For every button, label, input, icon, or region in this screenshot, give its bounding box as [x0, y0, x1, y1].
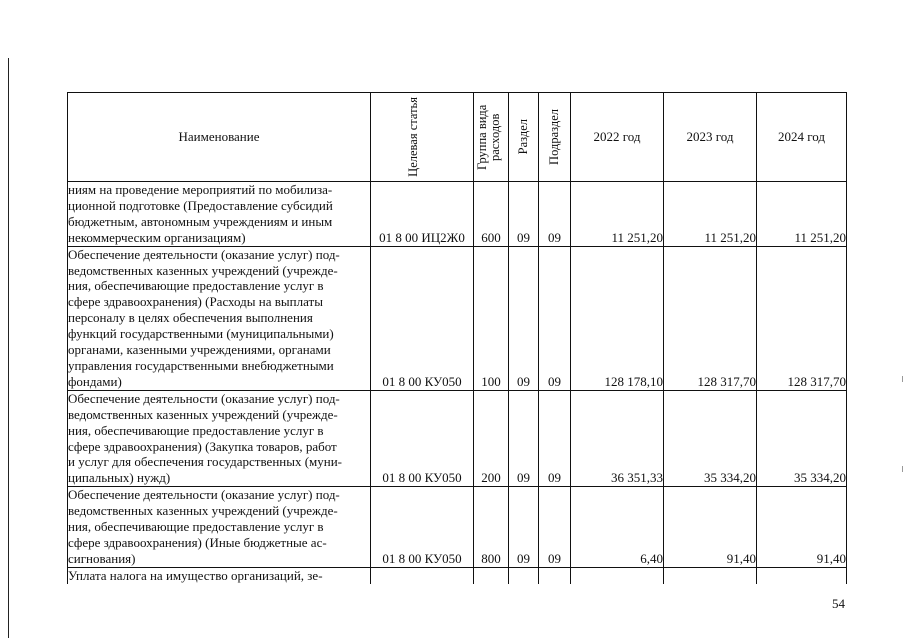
row-group: 800 — [474, 487, 509, 568]
row-2023: 91,40 — [664, 487, 757, 568]
row-subsection: 09 — [539, 390, 571, 486]
empty-cell — [509, 567, 539, 583]
row-2022: 36 351,33 — [571, 390, 664, 486]
header-2023: 2023 год — [664, 93, 757, 182]
row-name-cell — [68, 182, 371, 247]
table-row — [68, 390, 847, 486]
row-2024: 11 251,20 — [757, 182, 847, 247]
row-2023: 11 251,20 — [664, 182, 757, 247]
budget-table — [67, 92, 847, 584]
continuation-text: Уплата налога на имущество организаций, зе- — [68, 567, 371, 583]
name-line: ния, обеспечивающие предоставление услуг в — [68, 422, 324, 438]
name-line: сфере здравоохранения) (Закупка товаров, работ — [68, 438, 337, 454]
page-number: 54 — [832, 596, 845, 611]
name-line: ния, обеспечивающие предоставление услуг в — [68, 519, 324, 535]
row-target: 01 8 00 КУ050 — [371, 487, 474, 568]
name-line: фондами) — [68, 373, 122, 389]
row-section: 09 — [509, 390, 539, 486]
name-line: Обеспечение деятельности (оказание услуг) под- — [68, 390, 340, 406]
row-2023: 128 317,70 — [664, 246, 757, 390]
empty-cell — [664, 567, 757, 583]
name-line: сфере здравоохранения) (Иные бюджетные ас- — [68, 534, 327, 550]
table-header-row — [68, 93, 847, 182]
row-section: 09 — [509, 182, 539, 247]
name-line: функций государственными (муниципальными) — [68, 326, 334, 342]
name-line: Обеспечение деятельности (оказание услуг) под- — [68, 246, 340, 262]
table-row — [68, 182, 847, 247]
name-line: ния, обеспечивающие предоставление услуг в — [68, 278, 324, 294]
name-line: управления государственными внебюджетными — [68, 357, 334, 373]
name-line: сигнования) — [68, 550, 136, 566]
row-name-cell — [68, 246, 371, 390]
header-2024: 2024 год — [757, 93, 847, 182]
empty-cell — [474, 567, 509, 583]
name-line: Обеспечение деятельности (оказание услуг) под- — [68, 487, 340, 503]
empty-cell — [571, 567, 664, 583]
name-line: некоммерческим организациям) — [68, 229, 246, 245]
row-subsection: 09 — [539, 246, 571, 390]
header-section: Раздел — [509, 93, 539, 182]
header-subsection: Подраздел — [539, 93, 571, 182]
table-row — [68, 487, 847, 568]
name-line: ниям на проведение мероприятий по мобилиза- — [68, 182, 333, 197]
row-target: 01 8 00 КУ050 — [371, 390, 474, 486]
empty-cell — [539, 567, 571, 583]
header-name: Наименование — [68, 93, 371, 182]
row-name-cell — [68, 390, 371, 486]
row-subsection: 09 — [539, 487, 571, 568]
empty-cell — [757, 567, 847, 583]
row-group: 600 — [474, 182, 509, 247]
name-line: ведомственных казенных учреждений (учрежде- — [68, 262, 338, 278]
row-2024: 91,40 — [757, 487, 847, 568]
name-line: ведомственных казенных учреждений (учрежде- — [68, 406, 338, 422]
row-subsection: 09 — [539, 182, 571, 247]
row-target: 01 8 00 ИЦ2Ж0 — [371, 182, 474, 247]
row-section: 09 — [509, 246, 539, 390]
row-group: 200 — [474, 390, 509, 486]
header-expense-group: Группа вида расходов — [474, 93, 509, 182]
edge-mark — [902, 376, 903, 382]
name-line: ципальных) нужд) — [68, 470, 171, 486]
row-name-cell — [68, 487, 371, 568]
row-2022: 6,40 — [571, 487, 664, 568]
name-line: сфере здравоохранения) (Расходы на выплаты — [68, 294, 323, 310]
name-line: бюджетным, автономным учреждениям и иным — [68, 213, 333, 229]
row-2024: 128 317,70 — [757, 246, 847, 390]
edge-mark — [902, 466, 903, 472]
name-line: и услуг для обеспечения государственных (муни- — [68, 454, 343, 470]
row-target: 01 8 00 КУ050 — [371, 246, 474, 390]
empty-cell — [371, 567, 474, 583]
name-line: персоналу в целях обеспечения выполнения — [68, 310, 313, 326]
name-line: ционной подготовке (Предоставление субсидий — [68, 197, 333, 213]
name-line: ведомственных казенных учреждений (учрежде- — [68, 503, 338, 519]
row-2023: 35 334,20 — [664, 390, 757, 486]
left-margin-line — [8, 58, 9, 638]
table-row — [68, 246, 847, 390]
header-2022: 2022 год — [571, 93, 664, 182]
header-target-article: Целевая статья — [371, 93, 474, 182]
row-2022: 128 178,10 — [571, 246, 664, 390]
name-line: органами, казенными учреждениями, органами — [68, 342, 331, 358]
row-2022: 11 251,20 — [571, 182, 664, 247]
row-group: 100 — [474, 246, 509, 390]
row-section: 09 — [509, 487, 539, 568]
table-row-continuation — [68, 567, 847, 583]
row-2024: 35 334,20 — [757, 390, 847, 486]
